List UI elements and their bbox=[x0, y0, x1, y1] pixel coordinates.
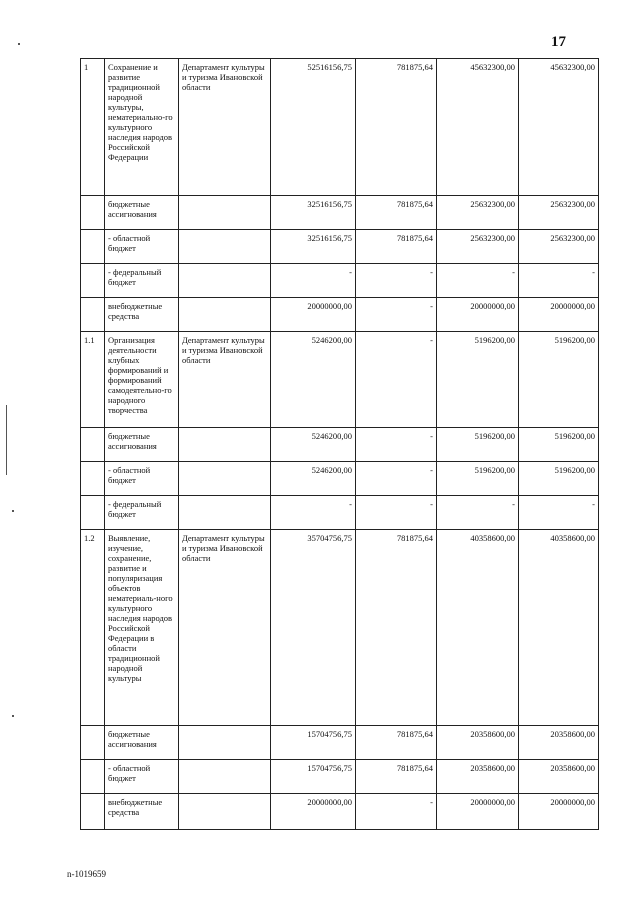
value-col3: 5196200,00 bbox=[437, 462, 519, 496]
table-row bbox=[81, 530, 599, 726]
row-name: Организация деятельности клубных формирований и формирований самодеятельно-го народного творчества bbox=[105, 332, 179, 428]
value-col4: 20000000,00 bbox=[519, 794, 599, 830]
row-name: Выявление, изучение, сохранение, развитие и популяризация объектов нематериаль-ного культурного наследия народов Российской Федерации в области традиционной народной культуры bbox=[105, 530, 179, 726]
row-number bbox=[81, 462, 105, 496]
row-name: - федеральный бюджет bbox=[105, 496, 179, 530]
value-col3: 45632300,00 bbox=[437, 59, 519, 196]
value-total: 20000000,00 bbox=[271, 298, 356, 332]
value-col2: 781875,64 bbox=[356, 760, 437, 794]
row-name: - областной бюджет bbox=[105, 462, 179, 496]
value-col4: - bbox=[519, 496, 599, 530]
table-row bbox=[81, 428, 599, 462]
row-executor: Департамент культуры и туризма Ивановской области bbox=[179, 530, 271, 726]
value-col2: - bbox=[356, 428, 437, 462]
value-col3: 5196200,00 bbox=[437, 332, 519, 428]
value-total: - bbox=[271, 496, 356, 530]
value-col3: 5196200,00 bbox=[437, 428, 519, 462]
value-col4: 5196200,00 bbox=[519, 462, 599, 496]
table-row bbox=[81, 496, 599, 530]
row-number bbox=[81, 230, 105, 264]
row-executor bbox=[179, 794, 271, 830]
table-row bbox=[81, 726, 599, 760]
row-executor bbox=[179, 264, 271, 298]
value-col2: - bbox=[356, 794, 437, 830]
row-number: 1.2 bbox=[81, 530, 105, 726]
value-col4: - bbox=[519, 264, 599, 298]
row-executor bbox=[179, 428, 271, 462]
value-total: 15704756,75 bbox=[271, 726, 356, 760]
row-number bbox=[81, 298, 105, 332]
value-total: 35704756,75 bbox=[271, 530, 356, 726]
value-total: 20000000,00 bbox=[271, 794, 356, 830]
value-col2: 781875,64 bbox=[356, 230, 437, 264]
value-col2: 781875,64 bbox=[356, 726, 437, 760]
row-number bbox=[81, 760, 105, 794]
value-col2: 781875,64 bbox=[356, 530, 437, 726]
row-name: бюджетные ассигнования bbox=[105, 428, 179, 462]
row-executor bbox=[179, 462, 271, 496]
value-col4: 45632300,00 bbox=[519, 59, 599, 196]
value-col2: - bbox=[356, 298, 437, 332]
row-name: бюджетные ассигнования bbox=[105, 196, 179, 230]
value-col4: 5196200,00 bbox=[519, 332, 599, 428]
row-number bbox=[81, 264, 105, 298]
row-number bbox=[81, 196, 105, 230]
table-row bbox=[81, 59, 599, 196]
value-total: 15704756,75 bbox=[271, 760, 356, 794]
table-row bbox=[81, 794, 599, 830]
row-executor bbox=[179, 726, 271, 760]
row-number bbox=[81, 428, 105, 462]
value-col3: 25632300,00 bbox=[437, 196, 519, 230]
value-col3: 20000000,00 bbox=[437, 794, 519, 830]
scan-dot bbox=[12, 715, 14, 717]
value-col4: 5196200,00 bbox=[519, 428, 599, 462]
value-col3: 20358600,00 bbox=[437, 726, 519, 760]
row-executor bbox=[179, 496, 271, 530]
row-executor bbox=[179, 230, 271, 264]
budget-table bbox=[80, 58, 599, 830]
value-total: 5246200,00 bbox=[271, 462, 356, 496]
value-col4: 20358600,00 bbox=[519, 726, 599, 760]
row-name: Сохранение и развитие традиционной народной культуры, нематериально-го культурного наследия народов Российской Федерации bbox=[105, 59, 179, 196]
row-number bbox=[81, 496, 105, 530]
value-total: 32516156,75 bbox=[271, 230, 356, 264]
value-col2: 781875,64 bbox=[356, 59, 437, 196]
value-col2: - bbox=[356, 332, 437, 428]
value-total: 5246200,00 bbox=[271, 428, 356, 462]
document-code: n-1019659 bbox=[67, 869, 106, 879]
row-number bbox=[81, 726, 105, 760]
scan-line bbox=[6, 405, 7, 475]
table-row bbox=[81, 196, 599, 230]
value-total: 5246200,00 bbox=[271, 332, 356, 428]
row-executor bbox=[179, 760, 271, 794]
row-name: бюджетные ассигнования bbox=[105, 726, 179, 760]
value-total: - bbox=[271, 264, 356, 298]
row-name: - федеральный бюджет bbox=[105, 264, 179, 298]
row-name: внебюджетные средства bbox=[105, 298, 179, 332]
row-number: 1 bbox=[81, 59, 105, 196]
row-executor: Департамент культуры и туризма Ивановской области bbox=[179, 59, 271, 196]
row-name: - областной бюджет bbox=[105, 230, 179, 264]
value-col3: 20358600,00 bbox=[437, 760, 519, 794]
value-col4: 25632300,00 bbox=[519, 230, 599, 264]
value-col3: - bbox=[437, 264, 519, 298]
value-col2: - bbox=[356, 496, 437, 530]
scan-dot bbox=[18, 43, 20, 45]
row-number bbox=[81, 794, 105, 830]
row-number: 1.1 bbox=[81, 332, 105, 428]
row-executor bbox=[179, 298, 271, 332]
table-row bbox=[81, 230, 599, 264]
row-executor bbox=[179, 196, 271, 230]
value-col2: 781875,64 bbox=[356, 196, 437, 230]
table-row bbox=[81, 760, 599, 794]
table-row bbox=[81, 332, 599, 428]
value-col3: 25632300,00 bbox=[437, 230, 519, 264]
table-row bbox=[81, 462, 599, 496]
value-col3: 20000000,00 bbox=[437, 298, 519, 332]
value-total: 32516156,75 bbox=[271, 196, 356, 230]
value-col2: - bbox=[356, 462, 437, 496]
table-row bbox=[81, 298, 599, 332]
value-total: 52516156,75 bbox=[271, 59, 356, 196]
row-executor: Департамент культуры и туризма Ивановской области bbox=[179, 332, 271, 428]
row-name: внебюджетные средства bbox=[105, 794, 179, 830]
value-col4: 20358600,00 bbox=[519, 760, 599, 794]
row-name: - областной бюджет bbox=[105, 760, 179, 794]
value-col4: 25632300,00 bbox=[519, 196, 599, 230]
value-col4: 40358600,00 bbox=[519, 530, 599, 726]
scan-dot bbox=[12, 510, 14, 512]
value-col2: - bbox=[356, 264, 437, 298]
page-number: 17 bbox=[551, 34, 566, 50]
value-col3: - bbox=[437, 496, 519, 530]
value-col3: 40358600,00 bbox=[437, 530, 519, 726]
value-col4: 20000000,00 bbox=[519, 298, 599, 332]
table-row bbox=[81, 264, 599, 298]
